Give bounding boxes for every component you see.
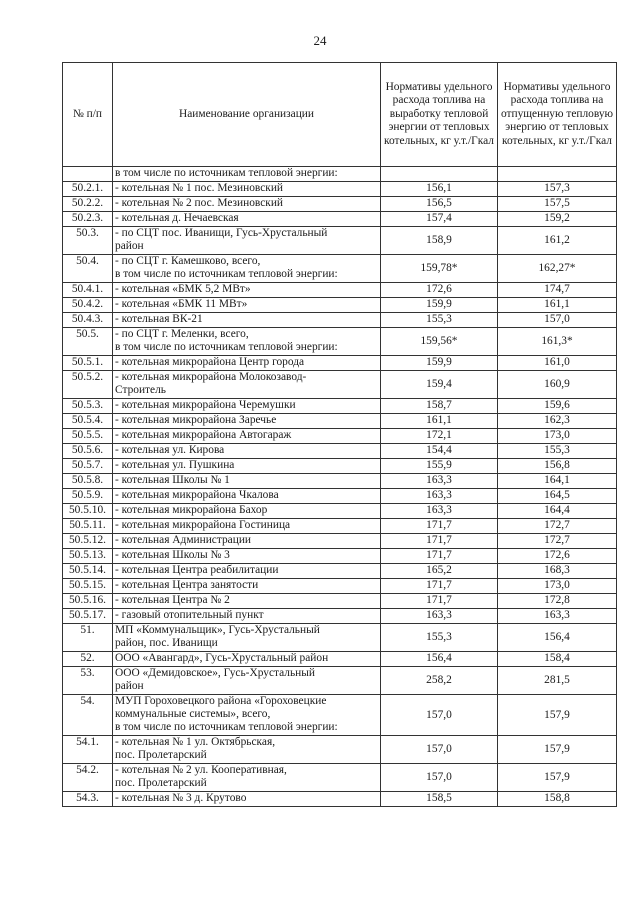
table-row <box>63 504 617 519</box>
fuel-norm-generation: 154,4 <box>381 444 498 459</box>
organization-name: - котельная микрорайона Черемушки <box>113 399 381 414</box>
organization-name: - котельная микрорайона Центр города <box>113 356 381 371</box>
fuel-norm-supplied: 157,9 <box>498 736 617 764</box>
fuel-norm-supplied: 160,9 <box>498 371 617 399</box>
fuel-norm-generation: 171,7 <box>381 594 498 609</box>
table-row <box>63 624 617 652</box>
table-row <box>63 283 617 298</box>
fuel-norm-supplied: 158,4 <box>498 652 617 667</box>
row-number: 50.3. <box>63 227 113 255</box>
fuel-norm-supplied: 157,9 <box>498 764 617 792</box>
row-number: 50.5.9. <box>63 489 113 504</box>
fuel-norm-generation: 156,4 <box>381 652 498 667</box>
header-num: № п/п <box>63 63 113 167</box>
organization-name: - котельная № 1 ул. Октябрьская, пос. Пролетарский <box>113 736 381 764</box>
fuel-norm-generation: 171,7 <box>381 519 498 534</box>
fuel-norm-supplied: 157,3 <box>498 182 617 197</box>
table-row <box>63 519 617 534</box>
row-number: 52. <box>63 652 113 667</box>
organization-name: - котельная «БМК 5,2 МВт» <box>113 283 381 298</box>
fuel-norm-supplied: 156,4 <box>498 624 617 652</box>
fuel-norm-generation: 163,3 <box>381 489 498 504</box>
row-number: 51. <box>63 624 113 652</box>
fuel-norm-generation: 171,7 <box>381 534 498 549</box>
table-row <box>63 459 617 474</box>
fuel-norm-supplied: 163,3 <box>498 609 617 624</box>
fuel-norm-supplied <box>498 167 617 182</box>
fuel-norm-generation: 172,1 <box>381 429 498 444</box>
fuel-norm-supplied: 281,5 <box>498 667 617 695</box>
row-number: 50.5.4. <box>63 414 113 429</box>
organization-name: - котельная Центра реабилитации <box>113 564 381 579</box>
table-row <box>63 579 617 594</box>
fuel-norm-supplied: 162,27* <box>498 255 617 283</box>
organization-name: - по СЦТ г. Камешково, всего, в том числе по источникам тепловой энергии: <box>113 255 381 283</box>
row-number: 53. <box>63 667 113 695</box>
fuel-norm-supplied: 164,4 <box>498 504 617 519</box>
fuel-norm-generation: 163,3 <box>381 504 498 519</box>
organization-name: - котельная микрорайона Чкалова <box>113 489 381 504</box>
fuel-norm-generation: 157,0 <box>381 736 498 764</box>
row-number: 54.2. <box>63 764 113 792</box>
fuel-norm-generation: 159,56* <box>381 328 498 356</box>
organization-name: - котельная микрорайона Автогараж <box>113 429 381 444</box>
organization-name: в том числе по источникам тепловой энергии: <box>113 167 381 182</box>
row-number: 50.4.3. <box>63 313 113 328</box>
row-number: 50.5.10. <box>63 504 113 519</box>
table-row <box>63 667 617 695</box>
table-row <box>63 695 617 736</box>
fuel-norm-generation: 172,6 <box>381 283 498 298</box>
fuel-norm-supplied: 161,0 <box>498 356 617 371</box>
organization-name: - котельная ВК-21 <box>113 313 381 328</box>
header-fuel-generation: Нормативы удельного расхода топлива на выработку тепловой энергии от тепловых котельных, кг у.т./Гкал <box>381 63 498 167</box>
fuel-norm-generation: 157,0 <box>381 695 498 736</box>
organization-name: - котельная Центра занятости <box>113 579 381 594</box>
row-number: 54.1. <box>63 736 113 764</box>
organization-name: - котельная Администрации <box>113 534 381 549</box>
row-number: 50.5.5. <box>63 429 113 444</box>
fuel-norm-supplied: 157,9 <box>498 695 617 736</box>
fuel-norm-supplied: 155,3 <box>498 444 617 459</box>
table-row <box>63 298 617 313</box>
table-row <box>63 474 617 489</box>
fuel-norm-supplied: 161,2 <box>498 227 617 255</box>
organization-name: - котельная № 2 пос. Мезиновский <box>113 197 381 212</box>
organization-name: ООО «Демидовское», Гусь-Хрустальный район <box>113 667 381 695</box>
table-row <box>63 227 617 255</box>
fuel-norm-supplied: 158,8 <box>498 792 617 807</box>
row-number: 50.5. <box>63 328 113 356</box>
fuel-norm-generation: 161,1 <box>381 414 498 429</box>
table-row <box>63 414 617 429</box>
header-fuel-supplied: Нормативы удельного расхода топлива на отпущенную тепловую энергию от тепловых котельных, кг у.т./Гкал <box>498 63 617 167</box>
organization-name: - котельная микрорайона Гостиница <box>113 519 381 534</box>
row-number: 50.5.3. <box>63 399 113 414</box>
row-number: 50.5.6. <box>63 444 113 459</box>
fuel-norm-supplied: 157,5 <box>498 197 617 212</box>
norms-table <box>62 62 617 807</box>
row-number: 50.2.1. <box>63 182 113 197</box>
fuel-norm-supplied: 168,3 <box>498 564 617 579</box>
fuel-norm-supplied: 162,3 <box>498 414 617 429</box>
table-body <box>63 167 617 807</box>
fuel-norm-supplied: 164,1 <box>498 474 617 489</box>
organization-name: ООО «Авангард», Гусь-Хрустальный район <box>113 652 381 667</box>
organization-name: - котельная «БМК 11 МВт» <box>113 298 381 313</box>
fuel-norm-generation <box>381 167 498 182</box>
table-row <box>63 549 617 564</box>
table-row <box>63 609 617 624</box>
row-number: 54.3. <box>63 792 113 807</box>
organization-name: - по СЦТ пос. Иванищи, Гусь-Хрустальный район <box>113 227 381 255</box>
page-number: 24 <box>313 33 327 48</box>
row-number: 50.5.13. <box>63 549 113 564</box>
row-number: 50.4. <box>63 255 113 283</box>
row-number: 50.4.2. <box>63 298 113 313</box>
table-row <box>63 652 617 667</box>
organization-name: МП «Коммунальщик», Гусь-Хрустальный район, пос. Иванищи <box>113 624 381 652</box>
fuel-norm-generation: 156,5 <box>381 197 498 212</box>
row-number: 50.4.1. <box>63 283 113 298</box>
organization-name: - котельная № 2 ул. Кооперативная, пос. Пролетарский <box>113 764 381 792</box>
row-number: 50.5.2. <box>63 371 113 399</box>
row-number: 50.5.8. <box>63 474 113 489</box>
fuel-norm-generation: 159,78* <box>381 255 498 283</box>
table-row <box>63 167 617 182</box>
row-number: 50.2.2. <box>63 197 113 212</box>
header-name: Наименование организации <box>113 63 381 167</box>
table-row <box>63 444 617 459</box>
table-row <box>63 792 617 807</box>
organization-name: - котельная № 3 д. Крутово <box>113 792 381 807</box>
row-number: 54. <box>63 695 113 736</box>
table-row <box>63 736 617 764</box>
fuel-norm-supplied: 164,5 <box>498 489 617 504</box>
row-number: 50.5.15. <box>63 579 113 594</box>
fuel-norm-generation: 159,9 <box>381 356 498 371</box>
table-row <box>63 255 617 283</box>
organization-name: - котельная ул. Пушкина <box>113 459 381 474</box>
table-row <box>63 399 617 414</box>
fuel-norm-generation: 155,3 <box>381 624 498 652</box>
fuel-norm-supplied: 156,8 <box>498 459 617 474</box>
row-number: 50.5.16. <box>63 594 113 609</box>
fuel-norm-generation: 157,0 <box>381 764 498 792</box>
fuel-norm-supplied: 161,3* <box>498 328 617 356</box>
row-number: 50.5.12. <box>63 534 113 549</box>
organization-name: МУП Гороховецкого района «Гороховецкие коммунальные системы», всего, в том числе по источникам тепловой энергии: <box>113 695 381 736</box>
row-number: 50.5.17. <box>63 609 113 624</box>
table-row <box>63 371 617 399</box>
organization-name: - котельная ул. Кирова <box>113 444 381 459</box>
organization-name: - котельная Центра № 2 <box>113 594 381 609</box>
fuel-norm-supplied: 159,6 <box>498 399 617 414</box>
table-header-row <box>63 63 617 167</box>
table-row <box>63 564 617 579</box>
row-number: 50.5.11. <box>63 519 113 534</box>
table-row <box>63 356 617 371</box>
fuel-norm-generation: 258,2 <box>381 667 498 695</box>
fuel-norm-generation: 163,3 <box>381 474 498 489</box>
organization-name: - котельная микрорайона Бахор <box>113 504 381 519</box>
fuel-norm-generation: 158,5 <box>381 792 498 807</box>
table-row <box>63 534 617 549</box>
fuel-norm-generation: 156,1 <box>381 182 498 197</box>
organization-name: - котельная д. Нечаевская <box>113 212 381 227</box>
organization-name: - по СЦТ г. Меленки, всего, в том числе по источникам тепловой энергии: <box>113 328 381 356</box>
table-row <box>63 429 617 444</box>
organization-name: - котельная микрорайона Заречье <box>113 414 381 429</box>
fuel-norm-supplied: 157,0 <box>498 313 617 328</box>
fuel-norm-generation: 155,9 <box>381 459 498 474</box>
organization-name: - котельная микрорайона Молокозавод- Строитель <box>113 371 381 399</box>
table-row <box>63 764 617 792</box>
organization-name: - котельная Школы № 3 <box>113 549 381 564</box>
table-row <box>63 313 617 328</box>
fuel-norm-supplied: 159,2 <box>498 212 617 227</box>
row-number: 50.5.1. <box>63 356 113 371</box>
table-row <box>63 212 617 227</box>
fuel-norm-supplied: 172,7 <box>498 534 617 549</box>
row-number: 50.5.14. <box>63 564 113 579</box>
fuel-norm-supplied: 174,7 <box>498 283 617 298</box>
fuel-norm-generation: 171,7 <box>381 579 498 594</box>
fuel-norm-supplied: 173,0 <box>498 579 617 594</box>
fuel-norm-generation: 159,9 <box>381 298 498 313</box>
table-row <box>63 197 617 212</box>
fuel-norm-generation: 155,3 <box>381 313 498 328</box>
fuel-norm-generation: 165,2 <box>381 564 498 579</box>
fuel-norm-generation: 163,3 <box>381 609 498 624</box>
organization-name: - котельная Школы № 1 <box>113 474 381 489</box>
table-row <box>63 328 617 356</box>
row-number: 50.5.7. <box>63 459 113 474</box>
fuel-norm-supplied: 173,0 <box>498 429 617 444</box>
organization-name: - котельная № 1 пос. Мезиновский <box>113 182 381 197</box>
fuel-norm-generation: 158,9 <box>381 227 498 255</box>
organization-name: - газовый отопительный пункт <box>113 609 381 624</box>
row-number: 50.2.3. <box>63 212 113 227</box>
fuel-norm-generation: 157,4 <box>381 212 498 227</box>
row-number <box>63 167 113 182</box>
fuel-norm-supplied: 172,8 <box>498 594 617 609</box>
fuel-norm-supplied: 161,1 <box>498 298 617 313</box>
fuel-norm-supplied: 172,7 <box>498 519 617 534</box>
fuel-norm-generation: 171,7 <box>381 549 498 564</box>
fuel-norm-supplied: 172,6 <box>498 549 617 564</box>
fuel-norm-generation: 158,7 <box>381 399 498 414</box>
table-row <box>63 489 617 504</box>
fuel-norm-generation: 159,4 <box>381 371 498 399</box>
table-row <box>63 182 617 197</box>
table-row <box>63 594 617 609</box>
